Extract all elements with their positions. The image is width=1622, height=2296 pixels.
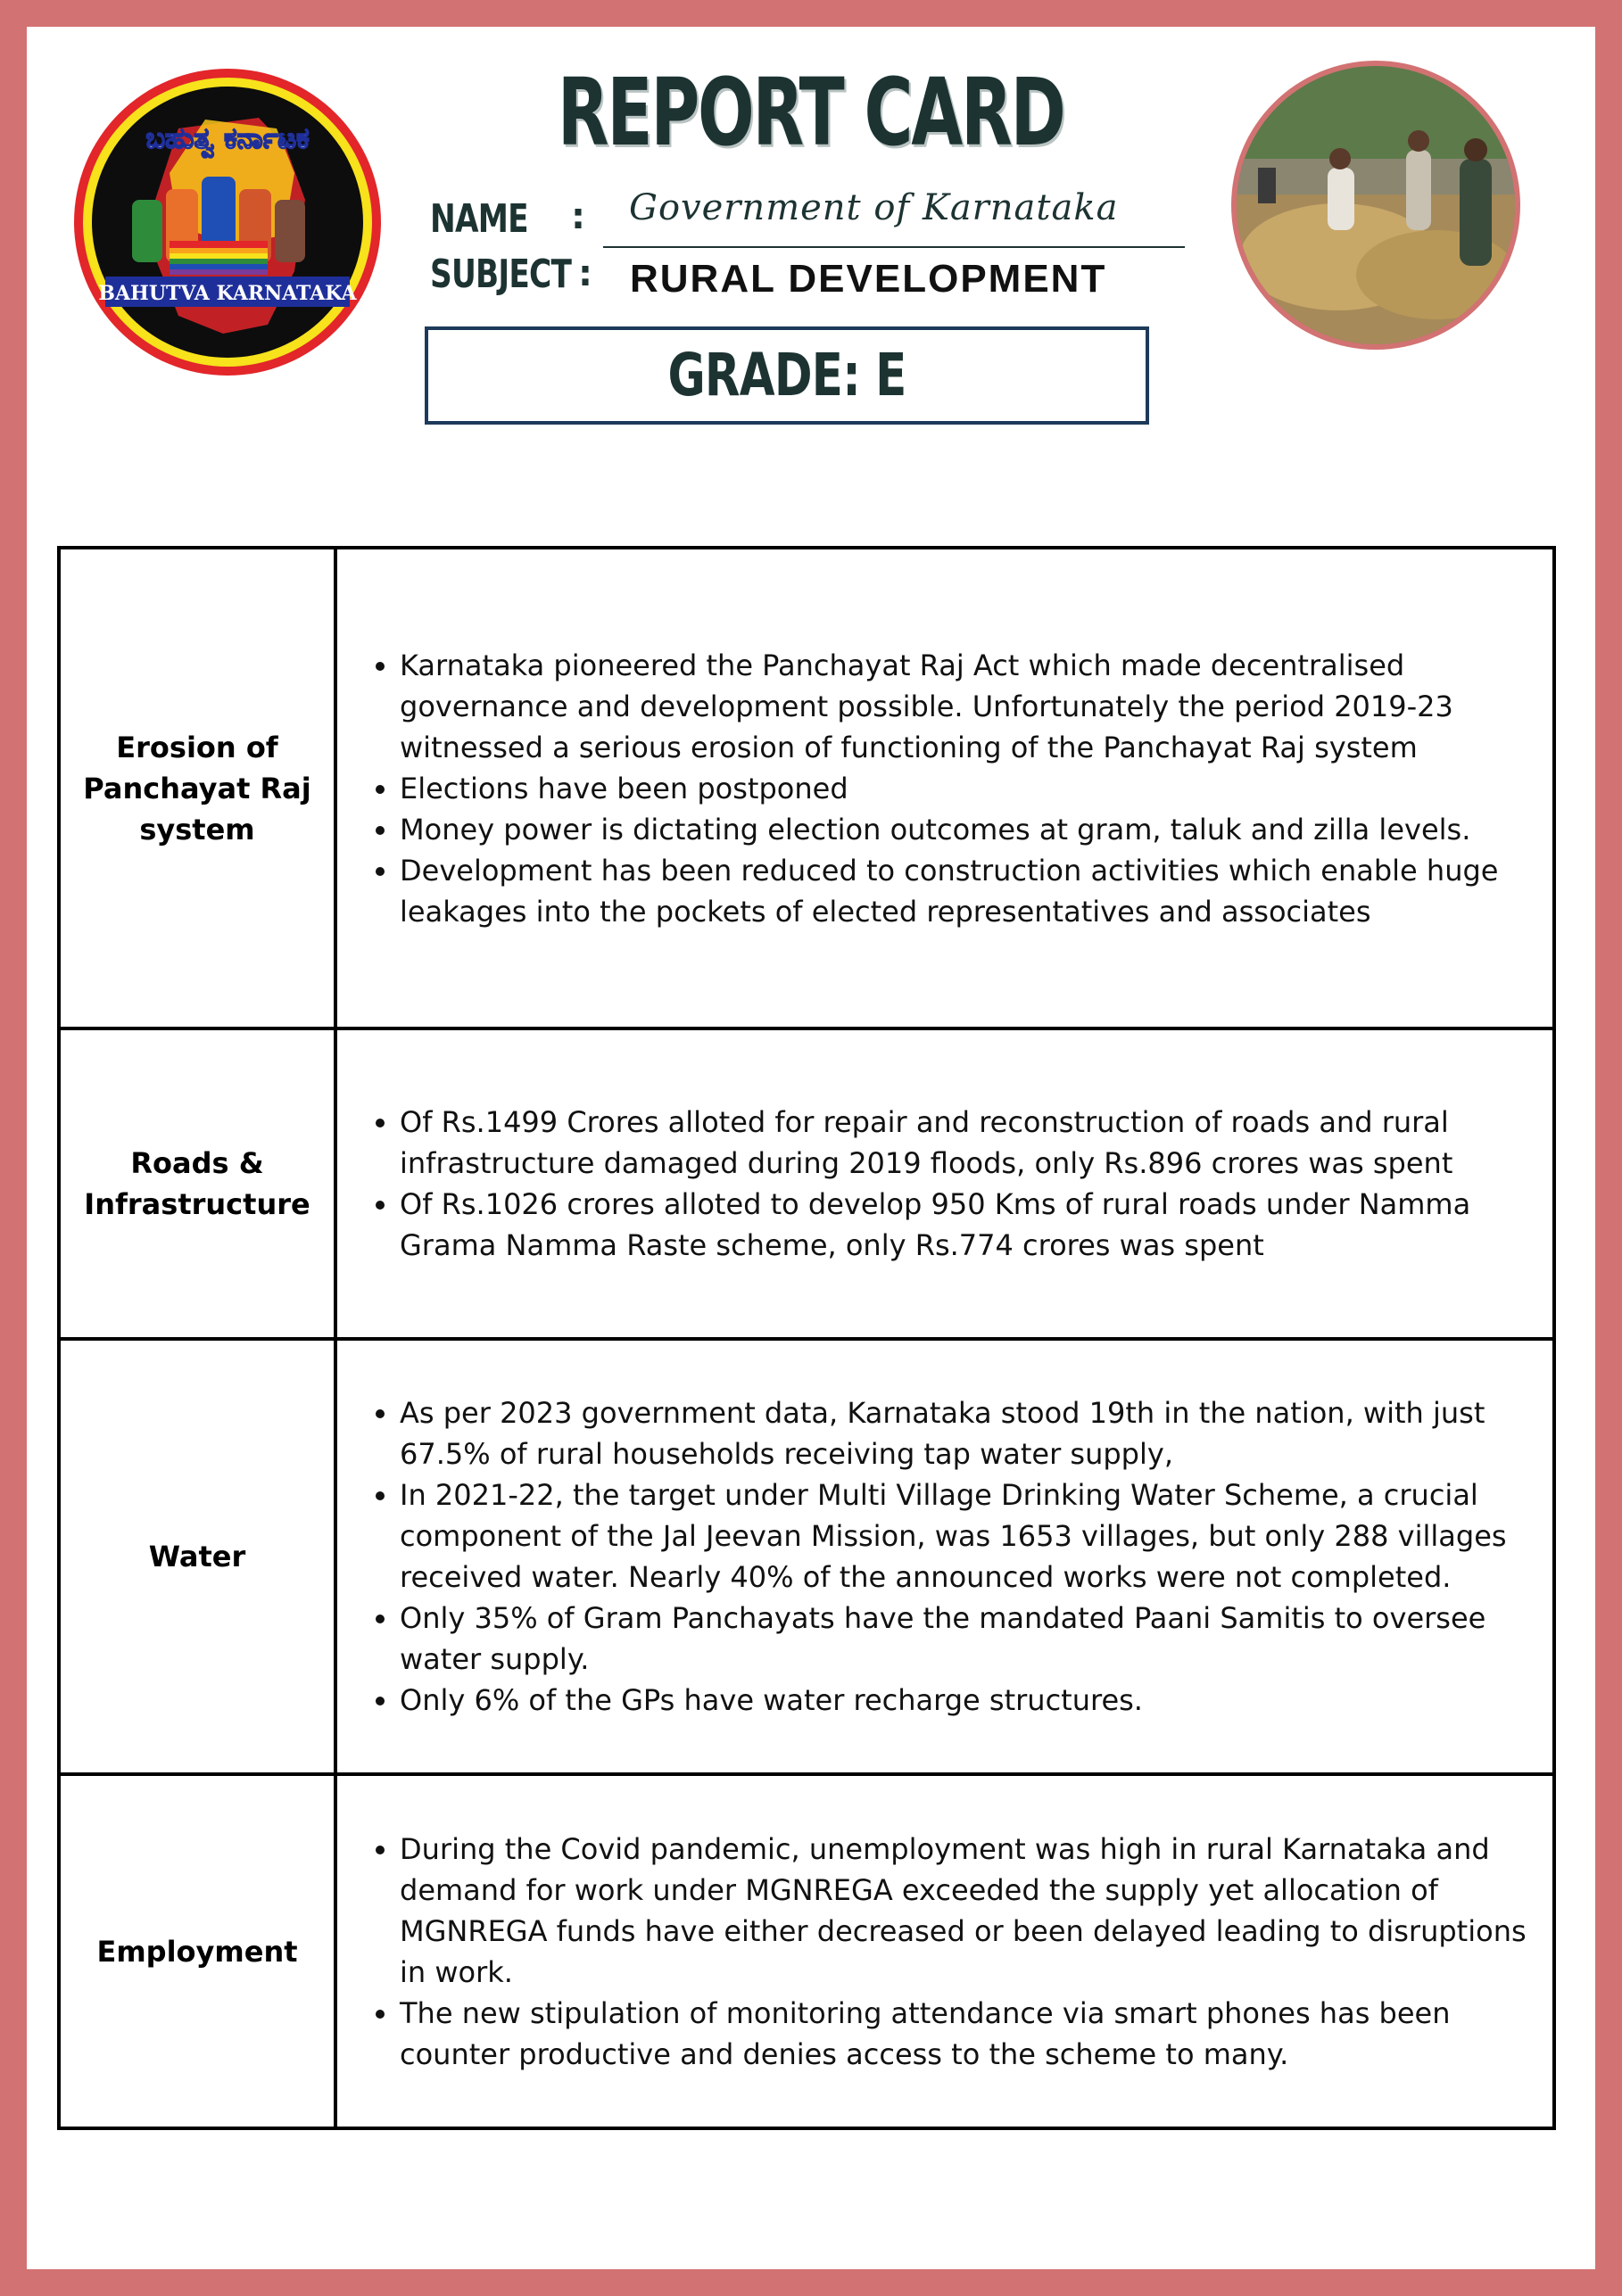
bullet-list — [364, 1829, 1535, 2075]
list-item: • Of Rs.1026 crores alloted to develop 950 Kms of rural roads under Namma Grama Namma Raste scheme, only Rs.774 crores was spent — [400, 1184, 1535, 1266]
report-table — [57, 546, 1556, 2130]
list-item: • The new stipulation of monitoring attendance via smart phones has been counter productive and denies access to the scheme to many. — [400, 1993, 1535, 2075]
list-item: • Only 35% of Gram Panchayats have the mandated Paani Samitis to oversee water supply. — [400, 1598, 1535, 1680]
name-colon: : — [571, 196, 585, 237]
logo-kannada-text: ಬಹುತ್ವ ಕರ್ನಾಟಕ — [145, 121, 310, 155]
table-row — [61, 1772, 1552, 2127]
bullet-list — [364, 1392, 1535, 1721]
content-cell — [337, 549, 1552, 1027]
name-underline — [603, 246, 1185, 248]
category-cell: Roads & Infrastructure — [61, 1030, 337, 1337]
table-row — [61, 1337, 1552, 1772]
content-cell — [337, 1030, 1552, 1337]
list-item: • Of Rs.1499 Crores alloted for repair and reconstruction of roads and rural infrastructure damaged during 2019 floods, only Rs.896 crores was spent — [400, 1102, 1535, 1184]
list-item: • As per 2023 government data, Karnataka stood 19th in the nation, with just 67.5% of rural households receiving tap water supply, — [400, 1392, 1535, 1474]
bullet-list — [364, 1102, 1535, 1266]
content-cell — [337, 1776, 1552, 2127]
list-item: • Development has been reduced to construction activities which enable huge leakages into the pockets of elected representatives and associates — [400, 850, 1535, 932]
list-item: • Only 6% of the GPs have water recharge structures. — [400, 1680, 1535, 1721]
list-item: • Money power is dictating election outcomes at gram, taluk and zilla levels. — [400, 809, 1535, 850]
table-row — [61, 549, 1552, 1027]
list-item: • In 2021-22, the target under Multi Village Drinking Water Scheme, a crucial component of the Jal Jeevan Mission, was 1653 villages, but only 288 villages received water. Nearly 40% of the announced works were not completed. — [400, 1474, 1535, 1598]
logo-english-text: BAHUTVA KARNATAKA — [98, 282, 357, 305]
grade-text: GRADE: E — [667, 341, 906, 409]
category-cell: Water — [61, 1341, 337, 1772]
content-cell — [337, 1341, 1552, 1772]
report-card-title: REPORT CARD — [557, 58, 1064, 167]
subject-value: RURAL DEVELOPMENT — [630, 257, 1107, 301]
subject-label: SUBJECT — [430, 252, 572, 297]
category-cell: Erosion of Panchayat Raj system — [61, 549, 337, 1027]
name-label: NAME — [430, 196, 528, 242]
grade-box — [425, 326, 1149, 425]
category-cell: Employment — [61, 1776, 337, 2127]
report-card-page — [27, 27, 1595, 2269]
table-row — [61, 1027, 1552, 1337]
list-item: • During the Covid pandemic, unemployment was high in rural Karnataka and demand for work under MGNREGA exceeded the supply yet allocation of MGNREGA funds have either decreased or been delayed leading to disruptions in work. — [400, 1829, 1535, 1993]
name-value: Government of Karnataka — [629, 187, 1119, 228]
subject-colon: : — [578, 253, 592, 294]
list-item: • Karnataka pioneered the Panchayat Raj Act which made decentralised governance and development possible. Unfortunately the period 2019-23 witnessed a serious erosion of functioning of the Panchayat Raj system — [400, 645, 1535, 768]
list-item: • Elections have been postponed — [400, 768, 1535, 809]
bullet-list — [364, 645, 1535, 932]
